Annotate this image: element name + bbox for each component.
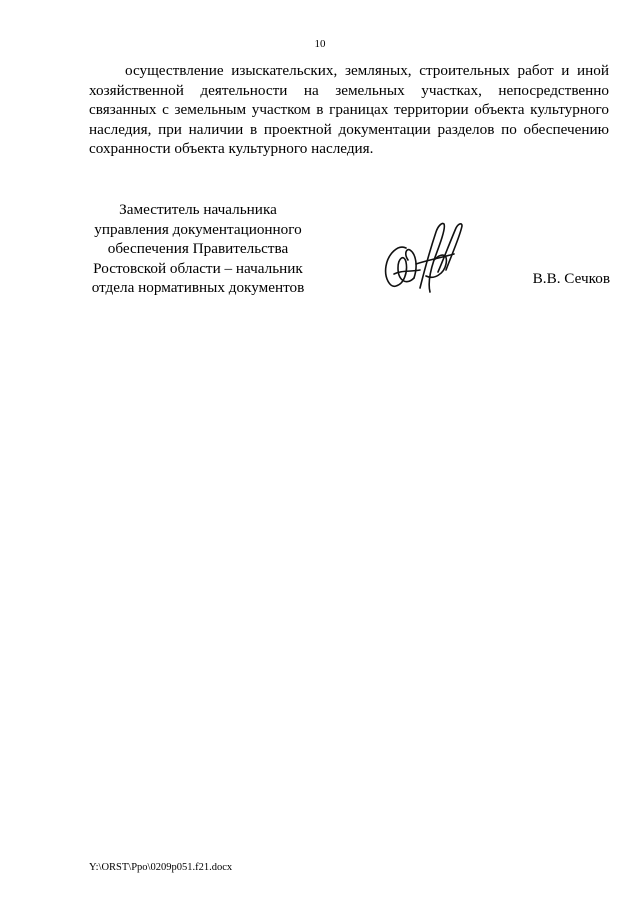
file-path: Y:\ORST\Ppo\0209p051.f21.docx <box>89 862 233 873</box>
position-line: отдела нормативных документов <box>91 279 305 296</box>
paragraph-line: наследия, при наличии в проектной документации разделов по обеспечению <box>89 120 609 138</box>
page-number: 10 <box>314 38 326 50</box>
signer-name: В.В. Сечков <box>532 270 610 287</box>
paragraph-line: осуществление изыскательских, земляных, строительных работ и иной <box>125 62 609 79</box>
position-line: управления документационного <box>94 220 302 238</box>
position-line: Ростовской области – начальник <box>93 259 303 277</box>
paragraph-line: сохранности объекта культурного наследия. <box>89 140 374 157</box>
position-line: обеспечения Правительства <box>107 240 289 257</box>
position-line: Заместитель начальника <box>119 201 277 218</box>
signatory-position <box>80 200 316 298</box>
paragraph-line: связанных с земельным участком в границах территории объекта культурного <box>89 101 609 118</box>
handwritten-signature <box>376 214 468 298</box>
paragraph-line: хозяйственной деятельности на земельных участках, непосредственно <box>89 81 609 99</box>
body-paragraph <box>89 61 609 159</box>
